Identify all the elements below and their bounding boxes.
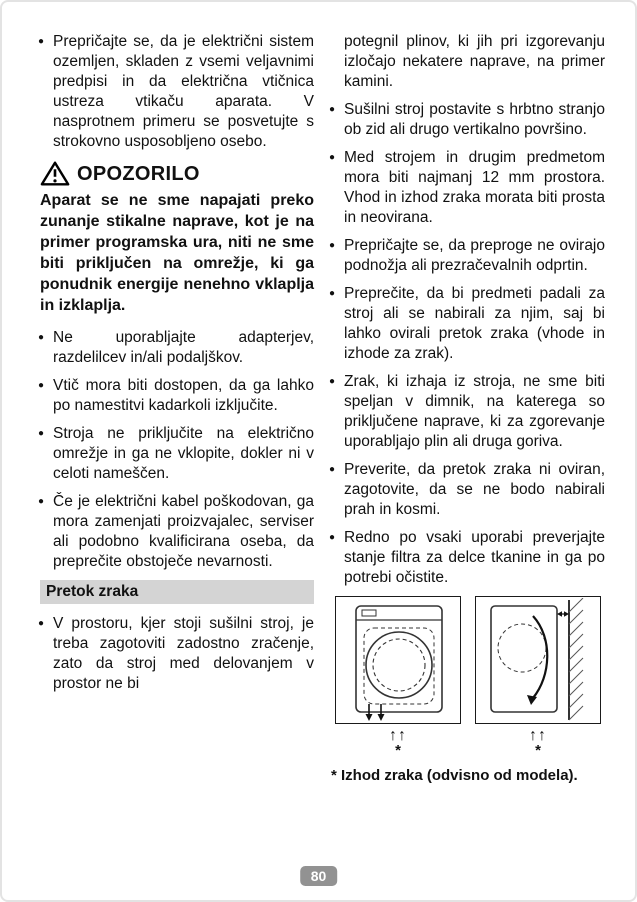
bullet-item: ● Sušilni stroj postavite s hrbtno stranjo ob zid ali drugo vertikalno površino.: [331, 100, 605, 140]
bullet-item: ● Stroja ne priključite na električno omrežje in ga ne vklopite, dokler ni v celoti nameščen.: [40, 424, 314, 484]
warning-box: [40, 160, 314, 316]
warning-header: [40, 160, 314, 187]
bullet-item: ● Preverite, da pretok zraka ni oviran, zagotovite, da se ne bodo nabirali prah in kosmi.: [331, 460, 605, 520]
warning-title: OPOZORILO: [77, 162, 200, 185]
air-outlet-arrows: ↑↑: [529, 727, 547, 744]
figures-row: [335, 596, 605, 758]
page-columns: [40, 32, 605, 786]
warning-triangle-icon: [40, 160, 70, 187]
bullet-item: ● Če je električni kabel poškodovan, ga mora zamenjati proizvajalec, serviser ali podobno kvalificirana oseba, da preprečite obstoječe nevarnosti.: [40, 492, 314, 572]
page-number-badge: 80: [300, 866, 338, 886]
figure-dryer-side: [475, 596, 601, 758]
airflow-rules-list: [331, 100, 605, 588]
left-column: [40, 32, 314, 786]
figure-asterisk: *: [535, 742, 541, 759]
section-header-pretok-zraka: Pretok zraka: [40, 580, 314, 604]
air-outlet-footnote: * Izhod zraka (odvisno od modela).: [331, 767, 578, 784]
bullet-item: ● Prepričajte se, da preproge ne ovirajo podnožja ali prezračevalnih odprtin.: [331, 236, 605, 276]
intro-bullet-list: [40, 32, 314, 152]
bullet-item: ● Prepričajte se, da je električni sistem ozemljen, skladen z vsemi veljavnimi predpisi in da električna vtičnica ustreza vtikaču aparata. V nasprotnem primeru se posvetujte s strokovno usposobljeno osebo.: [40, 32, 314, 152]
warning-body: Aparat se ne sme napajati preko zunanje stikalne naprave, kot je na primer programska ura, niti ne sme biti priključen na omrežje, ki ga ponudnik energije nenehno vklaplja in izklaplja.: [40, 192, 314, 314]
airflow-bullet-list: [40, 614, 314, 694]
bullet-item: ● Med strojem in drugim predmetom mora biti najmanj 12 mm prostora. Vhod in izhod zraka morata biti prosta in neovirana.: [331, 148, 605, 228]
air-outlet-arrows: ↑↑: [389, 727, 407, 744]
bullet-item: ● Preprečite, da bi predmeti padali za stroj ali se nabirali za njim, saj bi lahko ovirali pretok zraka (vhode in izhode za zrak).: [331, 284, 605, 364]
figure-dryer-side-box: [475, 596, 601, 724]
continuation-text: potegnil plinov, ki jih pri izgorevanju izločajo nekatere naprave, na primer kamini.: [344, 33, 605, 90]
right-column: [331, 32, 605, 786]
figure-dryer-front-box: [335, 596, 461, 724]
bullet-item: ● V prostoru, kjer stoji sušilni stroj, je treba zagotoviti zadostno zračenje, zato da stroj med delovanjem v prostor ne bi: [40, 614, 314, 694]
figure-asterisk: *: [395, 742, 401, 759]
bullet-item: ● Zrak, ki izhaja iz stroja, ne sme biti speljan v dimnik, na katerega so priključene naprave, ki za zgorevanje uporabljajo plin ali druga goriva.: [331, 372, 605, 452]
dryer-side-diagram-icon: [481, 598, 596, 722]
figure-dryer-front: [335, 596, 461, 758]
bullet-item: ● Vtič mora biti dostopen, da ga lahko po namestitvi kadarkoli izključite.: [40, 376, 314, 416]
dryer-front-diagram-icon: [338, 598, 459, 722]
electrical-bullet-list: [40, 328, 314, 572]
bullet-item: ● Ne uporabljajte adapterjev, razdelilcev in/ali podaljškov.: [40, 328, 314, 368]
bullet-item: ● Redno po vsaki uporabi preverjajte stanje filtra za delce tkanine in ga po potrebi očistite.: [331, 528, 605, 588]
